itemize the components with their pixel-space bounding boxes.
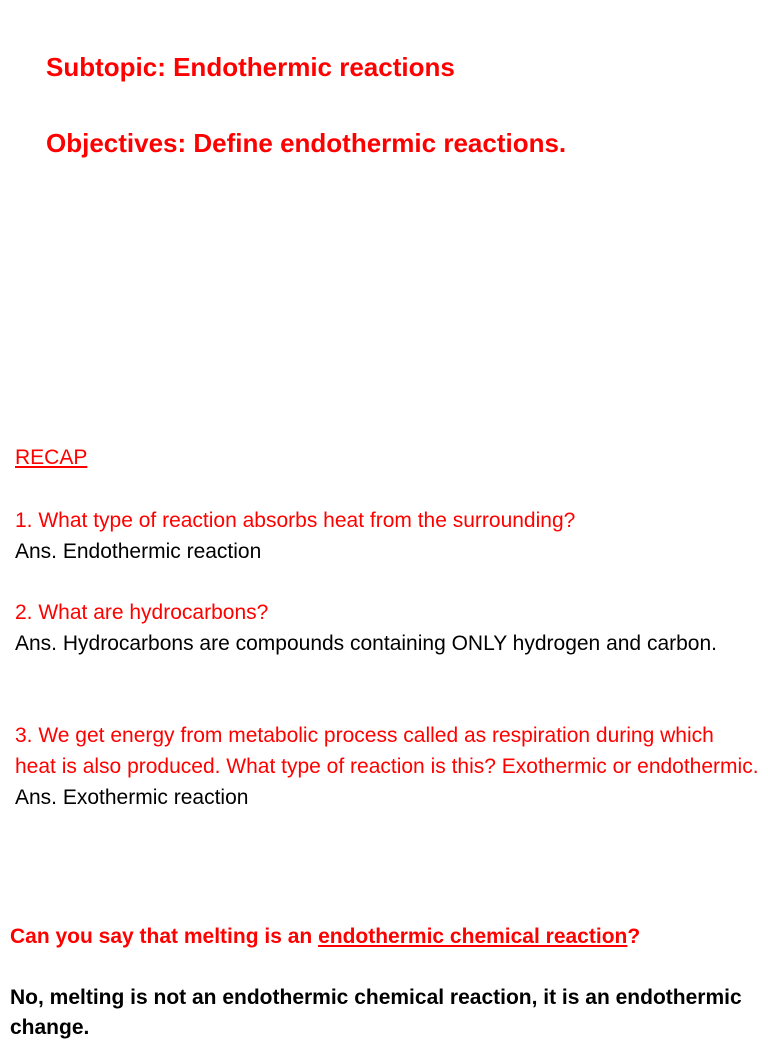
recap-item-1 [15,505,760,567]
recap-item-3 [15,720,760,813]
discussion-question [10,922,755,952]
recap-title: RECAP [15,446,88,469]
recap-question-3: 3. We get energy from metabolic process called as respiration during which heat is also produced. What type of reaction is this? Exothermic or endothermic. [15,724,759,778]
discussion-question-suffix: ? [627,925,641,948]
recap-answer-2: Ans. Hydrocarbons are compounds containing ONLY hydrogen and carbon. [15,632,717,655]
discussion-question-underlined: endothermic chemical reaction [318,925,628,948]
recap-answer-1: Ans. Endothermic reaction [15,540,262,563]
discussion-question-prefix: Can you say that melting is an [10,925,319,948]
objectives-heading: Objectives: Define endothermic reactions. [46,128,567,158]
recap-question-2: 2. What are hydrocarbons? [15,601,269,624]
recap-answer-3: Ans. Exothermic reaction [15,786,249,809]
discussion-answer: No, melting is not an endothermic chemical reaction, it is an endothermic change. [10,986,742,1039]
subtopic-heading: Subtopic: Endothermic reactions [46,52,455,82]
recap-item-2 [15,597,760,659]
recap-question-1: 1. What type of reaction absorbs heat from the surrounding? [15,509,576,532]
